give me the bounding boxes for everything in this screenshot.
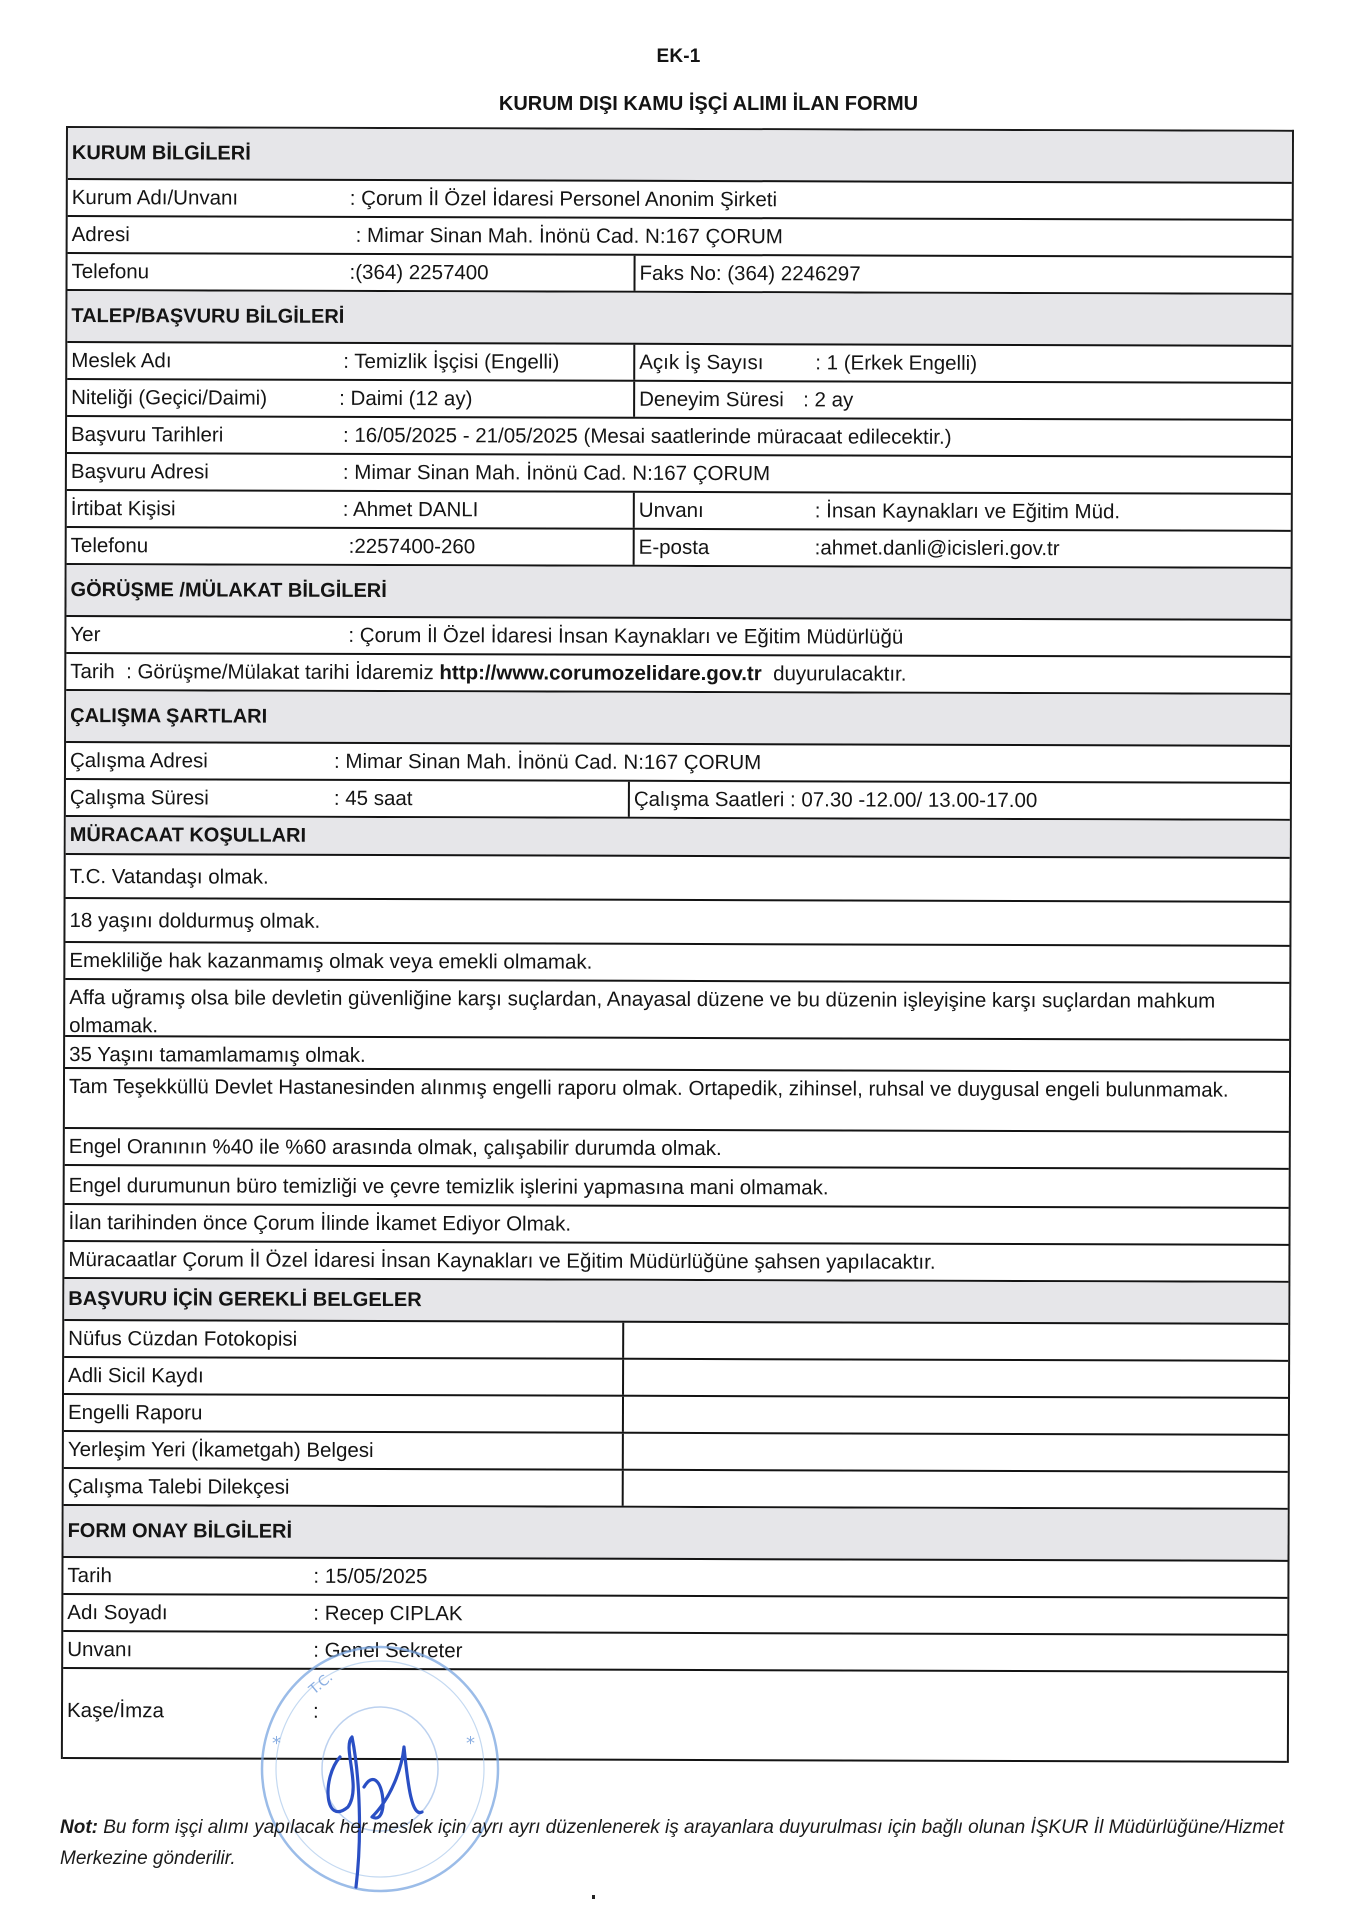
row-work-duration	[66, 780, 1290, 821]
document-item	[64, 1469, 1288, 1510]
field-label: Meslek Adı	[71, 349, 172, 373]
condition-item	[64, 1242, 1288, 1283]
row-contact	[67, 491, 1291, 532]
section-title: MÜRACAAT KOŞULLARI	[69, 824, 307, 847]
scan-speck	[592, 1895, 595, 1899]
document-item	[64, 1358, 1288, 1399]
note-label: Not:	[60, 1817, 98, 1838]
condition-text: Tam Teşekküllü Devlet Hastanesinden alınmış engelli raporu olmak. Ortapedik, zihinsel, ruhsal ve duygusal engeli bulunmamak.	[68, 1075, 1229, 1102]
kurum-fax-value: Faks No: (364) 2246297	[639, 261, 861, 286]
openings-value: : 1 (Erkek Engelli)	[815, 351, 978, 375]
section-title: ÇALIŞMA ŞARTLARI	[70, 705, 268, 728]
condition-item	[64, 1205, 1288, 1246]
field-label: Tarih	[70, 660, 115, 684]
svg-text:*: *	[466, 1733, 475, 1754]
field-label: Unvanı	[638, 498, 704, 523]
contact-title-value: : İnsan Kaynakları ve Eğitim Müd.	[814, 499, 1121, 524]
interview-place-value: : Çorum İl Özel İdaresi İnsan Kaynakları ve Eğitim Müdürlüğü	[348, 623, 904, 649]
document-check-cell	[624, 1397, 1288, 1434]
row-profession	[67, 343, 1291, 384]
row-approver-name	[63, 1595, 1287, 1636]
row-interview-date	[66, 654, 1290, 695]
document-name: Yerleşim Yeri (İkametgah) Belgesi	[64, 1432, 624, 1469]
section-title: BAŞVURU İÇİN GEREKLİ BELGELER	[68, 1288, 422, 1312]
kurum-address-value: : Mimar Sinan Mah. İnönü Cad. N:167 ÇORUM	[355, 223, 783, 249]
row-approver-title	[63, 1632, 1287, 1673]
condition-item	[65, 1129, 1289, 1170]
condition-item	[66, 855, 1290, 903]
row-nature	[67, 380, 1291, 421]
section-onay	[64, 1506, 1288, 1562]
field-label: Telefonu	[70, 534, 149, 558]
approval-date-value: : 15/05/2025	[313, 1564, 428, 1589]
interview-date-suffix: duyurulacaktır.	[761, 662, 907, 686]
document-item	[64, 1395, 1288, 1436]
row-kurum-phone	[67, 254, 1291, 295]
nature-cell	[67, 380, 635, 417]
work-address-value: : Mimar Sinan Mah. İnönü Cad. N:167 ÇORUM	[333, 749, 762, 775]
field-label: E-posta	[638, 535, 710, 560]
stamp-colon: :	[312, 1699, 319, 1723]
kurum-name-value: : Çorum İl Özel İdaresi Personel Anonim Şirketi	[349, 186, 778, 212]
document-item	[64, 1321, 1288, 1362]
document-name: Çalışma Talebi Dilekçesi	[64, 1469, 624, 1506]
document-name: Adli Sicil Kaydı	[64, 1358, 624, 1395]
section-calisma	[66, 691, 1290, 747]
condition-text: Müracaatlar Çorum İl Özel İdaresi İnsan Kaynakları ve Eğitim Müdürlüğüne şahsen yapılacaktır.	[68, 1248, 936, 1274]
openings-cell	[635, 345, 1291, 382]
condition-item	[65, 980, 1289, 1041]
website-link[interactable]: http://www.corumozelidare.gov.tr	[439, 661, 762, 686]
condition-item	[65, 899, 1289, 947]
document-name: Engelli Raporu	[64, 1395, 624, 1432]
dates-value: : 16/05/2025 - 21/05/2025 (Mesai saatlerinde müracaat edilecektir.)	[342, 423, 952, 449]
document-name: Nüfus Cüzdan Fotokopisi	[64, 1321, 624, 1358]
section-title: GÖRÜŞME /MÜLAKAT BİLGİLERİ	[70, 579, 387, 603]
section-title: TALEP/BAŞVURU BİLGİLERİ	[71, 305, 345, 328]
document-check-cell	[624, 1360, 1288, 1397]
interview-date-text	[66, 654, 1290, 693]
phone-cell	[67, 254, 635, 291]
field-label: İrtibat Kişisi	[70, 497, 176, 521]
field-label: Tarih	[67, 1564, 112, 1588]
field-label: Kurum Adı/Unvanı	[71, 186, 239, 210]
field-label: Yer	[70, 623, 101, 647]
work-duration-value: : 45 saat	[333, 786, 413, 811]
contact-cell	[67, 491, 635, 528]
condition-text: Emekliliğe hak kazanmamış olmak veya emekli olmamak.	[69, 949, 593, 974]
svg-text:T.C.: T.C.	[306, 1669, 337, 1699]
field-label: Deneyim Süresi	[639, 387, 784, 412]
field-label: Niteliği (Geçici/Daimi)	[71, 386, 268, 410]
svg-text:*: *	[272, 1733, 281, 1754]
section-belgeler	[64, 1279, 1288, 1325]
footnote	[60, 1812, 1290, 1874]
annex-label: EK-1	[656, 46, 701, 67]
document-item	[64, 1432, 1288, 1473]
profession-cell	[67, 343, 635, 380]
row-kurum-address	[68, 217, 1292, 258]
section-kosullar	[66, 817, 1290, 859]
section-talep	[67, 291, 1291, 347]
section-kurum	[68, 128, 1292, 184]
experience-cell	[635, 382, 1291, 419]
field-label: Açık İş Sayısı	[639, 350, 764, 375]
row-dates	[67, 417, 1291, 458]
approver-title-value: : Genel Sekreter	[313, 1638, 463, 1663]
contact-email-value: :ahmet.danli@icisleri.gov.tr	[814, 536, 1060, 561]
condition-item	[65, 1069, 1289, 1133]
row-app-address	[67, 454, 1291, 495]
announcement-form	[61, 126, 1294, 1763]
work-duration-cell	[66, 780, 630, 817]
interview-date-prefix: : Görüşme/Mülakat tarihi İdaremiz	[114, 660, 440, 685]
row-kurum-name	[68, 180, 1292, 221]
row-stamp-signature	[63, 1669, 1287, 1763]
work-hours-value: Çalışma Saatleri : 07.30 -12.00/ 13.00-17.00	[633, 787, 1038, 813]
section-gorusme	[66, 565, 1290, 621]
row-interview-place	[66, 617, 1290, 658]
row-approval-date	[63, 1558, 1287, 1599]
condition-item	[65, 943, 1289, 984]
contact-phone-value: :2257400-260	[348, 534, 476, 559]
condition-text: Engel durumunun büro temizliği ve çevre temizlik işlerini yapmasına mani olmamak.	[68, 1174, 829, 1200]
row-contact-phone	[67, 528, 1291, 569]
field-label: Çalışma Adresi	[69, 749, 208, 773]
condition-text: 35 Yaşını tamamlamamış olmak.	[69, 1043, 366, 1067]
form-title: KURUM DIŞI KAMU İŞÇİ ALIMI İLAN FORMU	[498, 93, 919, 115]
field-label: Kaşe/İmza	[66, 1699, 164, 1723]
note-text: Bu form işçi alımı yapılacak her meslek için ayrı ayrı düzenlenerek iş arayanlara duyurulması için bağlı olunan İŞKUR İl Müdürlüğüne/Hizmet Merkezine gönderilir.	[60, 1817, 1284, 1869]
nature-value: : Daimi (12 ay)	[339, 386, 473, 411]
condition-text: Engel Oranının %40 ile %60 arasında olmak, çalışabilir durumda olmak.	[68, 1135, 722, 1161]
contact-phone-cell	[67, 528, 635, 565]
contact-value: : Ahmet DANLI	[342, 497, 479, 522]
profession-value: : Temizlik İşçisi (Engelli)	[343, 349, 560, 374]
field-label: Çalışma Süresi	[69, 786, 209, 810]
condition-text: İlan tarihinden önce Çorum İlinde İkamet Ediyor Olmak.	[68, 1211, 572, 1236]
experience-value: : 2 ay	[803, 388, 854, 412]
field-label: Unvanı	[67, 1638, 133, 1662]
document-check-cell	[624, 1323, 1288, 1360]
field-label: Başvuru Adresi	[70, 460, 209, 484]
work-hours-cell	[630, 782, 1290, 819]
field-label: Telefonu	[71, 260, 150, 284]
condition-item	[65, 1037, 1289, 1073]
contact-email-cell	[635, 530, 1291, 567]
field-label: Adı Soyadı	[67, 1601, 168, 1625]
condition-item	[65, 1166, 1289, 1209]
app-address-value: : Mimar Sinan Mah. İnönü Cad. N:167 ÇORUM	[342, 460, 771, 486]
document-check-cell	[624, 1471, 1288, 1508]
condition-text: Affa uğramış olsa bile devletin güvenliğine karşı suçlardan, Anayasal düzene ve bu düzenin işleyişine karşı suçlardan mahkum olmamak.	[69, 986, 1216, 1038]
field-label: Başvuru Tarihleri	[70, 423, 224, 447]
condition-text: 18 yaşını doldurmuş olmak.	[69, 909, 321, 933]
field-label: Adresi	[71, 223, 130, 247]
condition-text: T.C. Vatandaşı olmak.	[69, 865, 269, 889]
contact-title-cell	[635, 493, 1291, 530]
fax-cell	[635, 256, 1291, 293]
section-title: KURUM BİLGİLERİ	[71, 142, 251, 165]
section-title: FORM ONAY BİLGİLERİ	[67, 1520, 293, 1543]
kurum-phone-value: :(364) 2257400	[349, 260, 489, 285]
approver-name-value: : Recep CIPLAK	[313, 1601, 463, 1626]
row-work-address	[66, 743, 1290, 784]
document-check-cell	[624, 1434, 1288, 1471]
